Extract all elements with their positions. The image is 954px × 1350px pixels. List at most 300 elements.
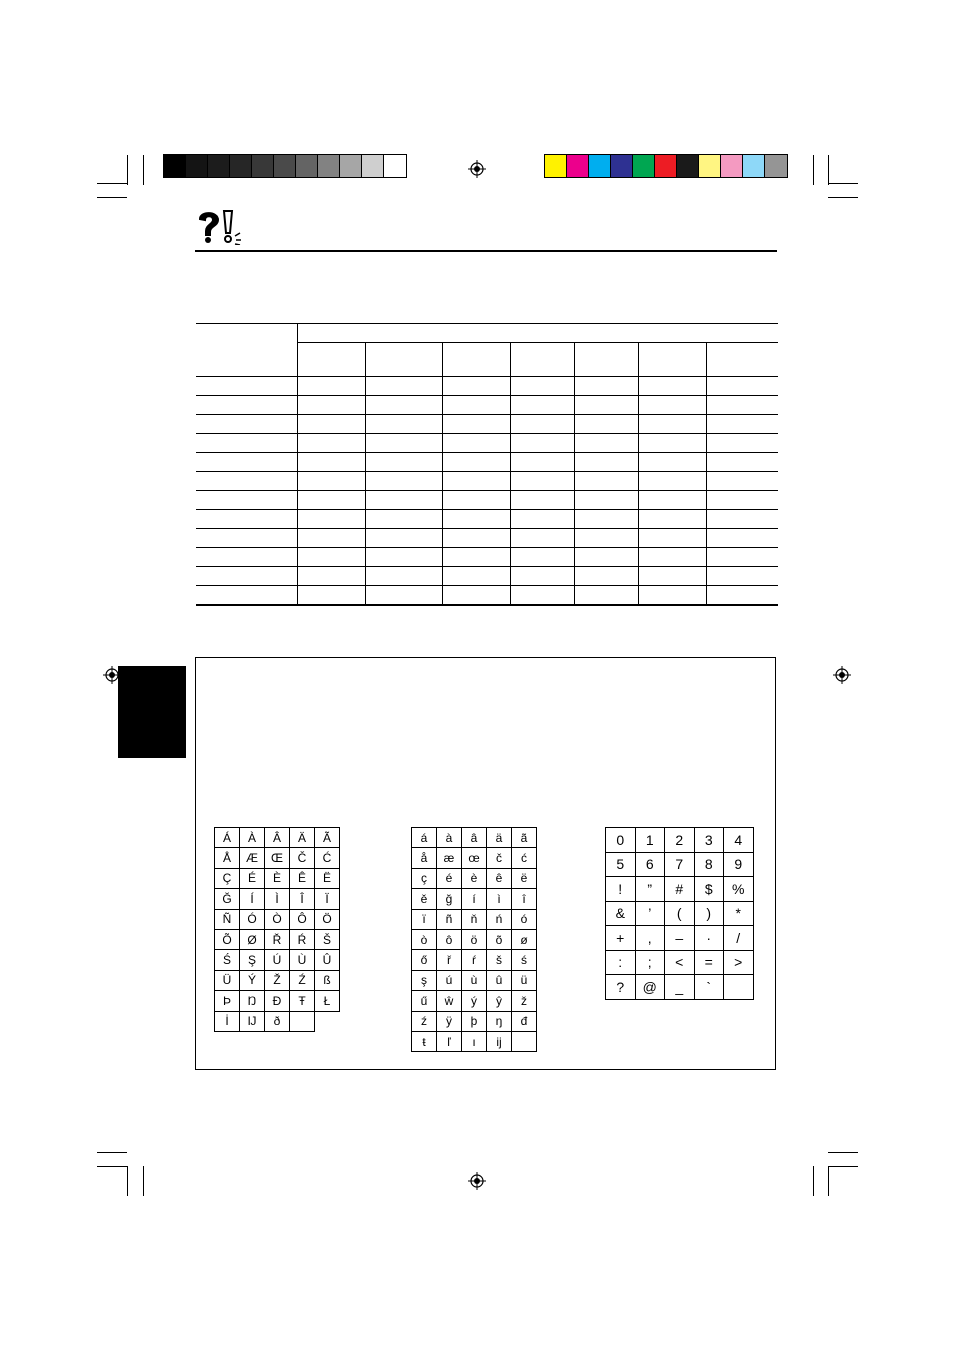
table-cell (574, 548, 638, 567)
char-cell: Ä (290, 828, 315, 848)
char-cell: î (512, 889, 537, 909)
char-cell: & (606, 902, 636, 927)
char-cell: ğ (437, 889, 462, 909)
char-cell: ð (265, 1012, 290, 1032)
color-swatch (589, 155, 611, 177)
registration-mark-icon (468, 160, 486, 178)
char-cell: å (412, 848, 437, 868)
color-scale-bar (544, 154, 788, 178)
table-cell (442, 567, 510, 586)
char-cell: ś (512, 950, 537, 970)
table-cell (196, 491, 297, 510)
table-cell (638, 529, 706, 548)
char-cell: ñ (437, 910, 462, 930)
char-cell: ç (412, 869, 437, 889)
table-row (196, 586, 778, 606)
char-cell: Đ (265, 991, 290, 1011)
table-cell (297, 415, 365, 434)
char-cell: ` (695, 975, 725, 1000)
table-cell (442, 453, 510, 472)
char-cell: ï (412, 910, 437, 930)
table-cell (196, 586, 297, 606)
char-cell: ’ (636, 902, 666, 927)
table-cell (297, 324, 778, 343)
registration-mark-icon (468, 1172, 486, 1190)
table-cell (706, 453, 778, 472)
char-cell: ü (512, 971, 537, 991)
table-cell (510, 396, 574, 415)
color-swatch (545, 155, 567, 177)
table-row (196, 453, 778, 472)
table-cell (638, 343, 706, 377)
char-cell: ŕ (462, 950, 487, 970)
color-swatch (274, 155, 296, 177)
char-cell: É (240, 869, 265, 889)
table-cell (297, 472, 365, 491)
char-cell: Ñ (215, 910, 240, 930)
color-swatch (230, 155, 252, 177)
table-cell (574, 343, 638, 377)
table-cell (365, 567, 442, 586)
char-cell: > (724, 951, 754, 976)
char-cell: + (606, 926, 636, 951)
char-cell: Ŋ (240, 991, 265, 1011)
table-cell (297, 396, 365, 415)
table-cell (706, 548, 778, 567)
char-cell: Ź (290, 971, 315, 991)
table-cell (365, 343, 442, 377)
char-cell: Ý (240, 971, 265, 991)
char-cell: Ê (290, 869, 315, 889)
table-cell (510, 529, 574, 548)
table-cell (365, 453, 442, 472)
table-cell (196, 529, 297, 548)
char-cell: ň (462, 910, 487, 930)
table-cell (442, 548, 510, 567)
uppercase-char-table (214, 827, 340, 1032)
table-cell (510, 453, 574, 472)
char-cell: Æ (240, 848, 265, 868)
crop-mark (813, 155, 814, 185)
table-cell (638, 491, 706, 510)
crop-mark (828, 1166, 858, 1167)
table-cell (196, 548, 297, 567)
table-cell (365, 415, 442, 434)
table-cell (510, 343, 574, 377)
char-cell (512, 1032, 537, 1052)
char-cell: š (487, 950, 512, 970)
table-cell (574, 529, 638, 548)
table-cell (365, 548, 442, 567)
char-cell: 1 (636, 828, 666, 853)
table-cell (442, 343, 510, 377)
crop-mark (828, 155, 829, 185)
char-cell: Þ (215, 991, 240, 1011)
table-row (196, 415, 778, 434)
table-cell (196, 377, 297, 396)
char-cell: ä (487, 828, 512, 848)
char-cell: @ (636, 975, 666, 1000)
char-cell: < (665, 951, 695, 976)
table-cell (297, 491, 365, 510)
crop-mark (127, 155, 128, 185)
char-cell: è (462, 869, 487, 889)
char-cell: Ô (290, 910, 315, 930)
char-cell: Ř (265, 930, 290, 950)
char-cell: ? (606, 975, 636, 1000)
char-cell: Ú (265, 950, 290, 970)
char-cell: ľ (437, 1032, 462, 1052)
char-cell: Ć (315, 848, 340, 868)
char-cell: Ö (315, 910, 340, 930)
gray-scale-bar (163, 154, 407, 178)
table-cell (638, 434, 706, 453)
char-cell: û (487, 971, 512, 991)
color-swatch (633, 155, 655, 177)
char-cell (724, 975, 754, 1000)
char-cell: õ (487, 930, 512, 950)
char-cell: Í (240, 889, 265, 909)
color-swatch (362, 155, 384, 177)
table-cell (442, 491, 510, 510)
table-cell (638, 377, 706, 396)
table-cell (638, 567, 706, 586)
crop-mark (143, 155, 144, 185)
char-cell: Ï (315, 889, 340, 909)
char-cell: ! (606, 877, 636, 902)
char-cell: 4 (724, 828, 754, 853)
char-cell: · (695, 926, 725, 951)
table-cell (510, 491, 574, 510)
char-cell: Û (315, 950, 340, 970)
char-cell: ë (512, 869, 537, 889)
char-cell: Ş (240, 950, 265, 970)
color-swatch (340, 155, 362, 177)
char-cell: # (665, 877, 695, 902)
color-swatch (318, 155, 340, 177)
crop-mark (97, 197, 127, 198)
symbol-char-table (605, 827, 754, 1000)
lowercase-char-table (411, 827, 537, 1052)
table-cell (510, 434, 574, 453)
table-cell (442, 434, 510, 453)
char-cell: 5 (606, 853, 636, 878)
char-cell: ý (462, 991, 487, 1011)
char-cell: ž (512, 991, 537, 1011)
char-cell: Ž (265, 971, 290, 991)
char-cell: ř (437, 950, 462, 970)
char-cell: í (462, 889, 487, 909)
char-cell: : (606, 951, 636, 976)
table-cell (297, 529, 365, 548)
table-cell (706, 529, 778, 548)
table-cell (196, 510, 297, 529)
table-cell (574, 586, 638, 606)
char-cell: Ë (315, 869, 340, 889)
color-swatch (164, 155, 186, 177)
char-cell: Ŧ (290, 991, 315, 1011)
char-cell: Ŕ (290, 930, 315, 950)
question-exclamation-icon (196, 209, 246, 245)
char-cell: à (437, 828, 462, 848)
char-cell: Ł (315, 991, 340, 1011)
color-swatch (384, 155, 406, 177)
char-cell: = (695, 951, 725, 976)
color-swatch (296, 155, 318, 177)
table-cell (638, 453, 706, 472)
table-cell (510, 586, 574, 606)
table-cell (638, 510, 706, 529)
table-cell (297, 567, 365, 586)
char-cell: Ã (315, 828, 340, 848)
table-cell (365, 472, 442, 491)
char-cell: ô (437, 930, 462, 950)
table-cell (638, 586, 706, 606)
char-cell: 2 (665, 828, 695, 853)
table-row (196, 377, 778, 396)
char-cell: ; (636, 951, 666, 976)
color-swatch (765, 155, 787, 177)
table-cell (365, 529, 442, 548)
char-cell: 7 (665, 853, 695, 878)
table-row (196, 567, 778, 586)
table-cell (442, 396, 510, 415)
table-cell (574, 472, 638, 491)
table-cell (442, 510, 510, 529)
char-cell: / (724, 926, 754, 951)
table-cell (196, 415, 297, 434)
char-cell: Á (215, 828, 240, 848)
char-cell: ć (512, 848, 537, 868)
char-cell: ŋ (487, 1012, 512, 1032)
char-cell: ě (412, 889, 437, 909)
table-cell (365, 510, 442, 529)
table-cell (297, 548, 365, 567)
table-cell (196, 567, 297, 586)
char-cell: ì (487, 889, 512, 909)
char-cell: Ü (215, 971, 240, 991)
char-cell: Ç (215, 869, 240, 889)
table-cell (442, 529, 510, 548)
table-cell (510, 510, 574, 529)
char-cell: Ì (265, 889, 290, 909)
char-cell: Ó (240, 910, 265, 930)
table-cell (196, 472, 297, 491)
crop-mark (828, 183, 858, 184)
table-cell (510, 567, 574, 586)
table-cell (706, 491, 778, 510)
table-cell (638, 396, 706, 415)
char-cell: ã (512, 828, 537, 848)
crop-mark (127, 1166, 128, 1196)
table-cell (706, 567, 778, 586)
table-cell (706, 415, 778, 434)
crop-mark (97, 183, 127, 184)
registration-mark-icon (833, 666, 851, 684)
table-cell (365, 434, 442, 453)
header-rule (195, 250, 777, 252)
char-cell: þ (462, 1012, 487, 1032)
crop-mark (828, 197, 858, 198)
data-table (196, 323, 778, 606)
color-swatch (699, 155, 721, 177)
char-cell: ( (665, 902, 695, 927)
char-cell: ő (412, 950, 437, 970)
table-cell (365, 586, 442, 606)
table-cell (297, 586, 365, 606)
char-cell: À (240, 828, 265, 848)
table-cell (442, 377, 510, 396)
table-cell (638, 548, 706, 567)
table-row (196, 529, 778, 548)
table-cell (510, 472, 574, 491)
char-cell: Õ (215, 930, 240, 950)
table-row (196, 396, 778, 415)
char-cell: ń (487, 910, 512, 930)
table-cell (706, 396, 778, 415)
char-cell: ê (487, 869, 512, 889)
char-cell: ŧ (412, 1032, 437, 1052)
color-swatch (677, 155, 699, 177)
table-cell (706, 472, 778, 491)
char-cell: ” (636, 877, 666, 902)
table-cell (297, 434, 365, 453)
color-swatch (721, 155, 743, 177)
char-cell: 6 (636, 853, 666, 878)
table-cell (574, 567, 638, 586)
char-cell: Ù (290, 950, 315, 970)
char-cell: _ (665, 975, 695, 1000)
char-cell: Œ (265, 848, 290, 868)
table-row (196, 434, 778, 453)
char-cell: İ (215, 1012, 240, 1032)
table-cell (574, 453, 638, 472)
table-cell (365, 396, 442, 415)
char-cell: Ğ (215, 889, 240, 909)
table-cell (574, 510, 638, 529)
table-cell (574, 377, 638, 396)
char-cell: 8 (695, 853, 725, 878)
char-cell: đ (512, 1012, 537, 1032)
char-cell: ò (412, 930, 437, 950)
table-cell (706, 434, 778, 453)
char-cell: Ĳ (240, 1012, 265, 1032)
color-swatch (567, 155, 589, 177)
table-cell (574, 491, 638, 510)
table-row (196, 324, 778, 343)
table-row (196, 548, 778, 567)
char-cell: * (724, 902, 754, 927)
char-cell: Š (315, 930, 340, 950)
table-cell (442, 472, 510, 491)
char-cell: 9 (724, 853, 754, 878)
char-cell: Â (265, 828, 290, 848)
table-cell (706, 343, 778, 377)
char-cell: ù (462, 971, 487, 991)
char-cell: Č (290, 848, 315, 868)
char-cell: ı (462, 1032, 487, 1052)
table-row (196, 510, 778, 529)
table-cell (297, 343, 365, 377)
table-cell (365, 377, 442, 396)
char-cell: é (437, 869, 462, 889)
char-cell: ú (437, 971, 462, 991)
table-cell (638, 415, 706, 434)
table-cell (196, 453, 297, 472)
table-cell (638, 472, 706, 491)
char-cell: ÿ (437, 1012, 462, 1032)
crop-mark (813, 1166, 814, 1196)
char-cell: á (412, 828, 437, 848)
color-swatch (611, 155, 633, 177)
char-cell: ) (695, 902, 725, 927)
table-cell (510, 548, 574, 567)
color-swatch (743, 155, 765, 177)
crop-mark (143, 1166, 144, 1196)
char-cell: ş (412, 971, 437, 991)
table-row (196, 472, 778, 491)
char-cell: ö (462, 930, 487, 950)
char-cell: 3 (695, 828, 725, 853)
char-cell: Î (290, 889, 315, 909)
table-cell (706, 586, 778, 606)
char-cell: $ (695, 877, 725, 902)
table-cell (706, 377, 778, 396)
color-swatch (208, 155, 230, 177)
char-cell: Ò (265, 910, 290, 930)
char-cell: ź (412, 1012, 437, 1032)
crop-mark (97, 1166, 127, 1167)
color-swatch (655, 155, 677, 177)
char-cell: È (265, 869, 290, 889)
char-cell: ű (412, 991, 437, 1011)
crop-mark (828, 1152, 858, 1153)
table-cell (442, 415, 510, 434)
table-cell (574, 415, 638, 434)
char-cell: – (665, 926, 695, 951)
char-cell (290, 1012, 315, 1032)
table-cell (297, 510, 365, 529)
table-cell (196, 434, 297, 453)
table-cell (196, 396, 297, 415)
char-cell: ŵ (437, 991, 462, 1011)
char-cell: ĳ (487, 1032, 512, 1052)
char-cell: ŷ (487, 991, 512, 1011)
crop-mark (828, 1166, 829, 1196)
char-cell: Ø (240, 930, 265, 950)
char-cell: ó (512, 910, 537, 930)
color-swatch (252, 155, 274, 177)
grid-gap (315, 1012, 340, 1032)
table-cell (510, 415, 574, 434)
section-tab (118, 666, 186, 758)
char-cell: ß (315, 971, 340, 991)
table-cell (365, 491, 442, 510)
table-cell (574, 434, 638, 453)
table-cell (196, 324, 297, 377)
color-swatch (186, 155, 208, 177)
char-cell: % (724, 877, 754, 902)
char-cell: œ (462, 848, 487, 868)
char-cell: Å (215, 848, 240, 868)
table-cell (510, 377, 574, 396)
char-cell: æ (437, 848, 462, 868)
char-cell: 0 (606, 828, 636, 853)
crop-mark (97, 1152, 127, 1153)
char-cell: â (462, 828, 487, 848)
char-cell: , (636, 926, 666, 951)
table-cell (706, 510, 778, 529)
